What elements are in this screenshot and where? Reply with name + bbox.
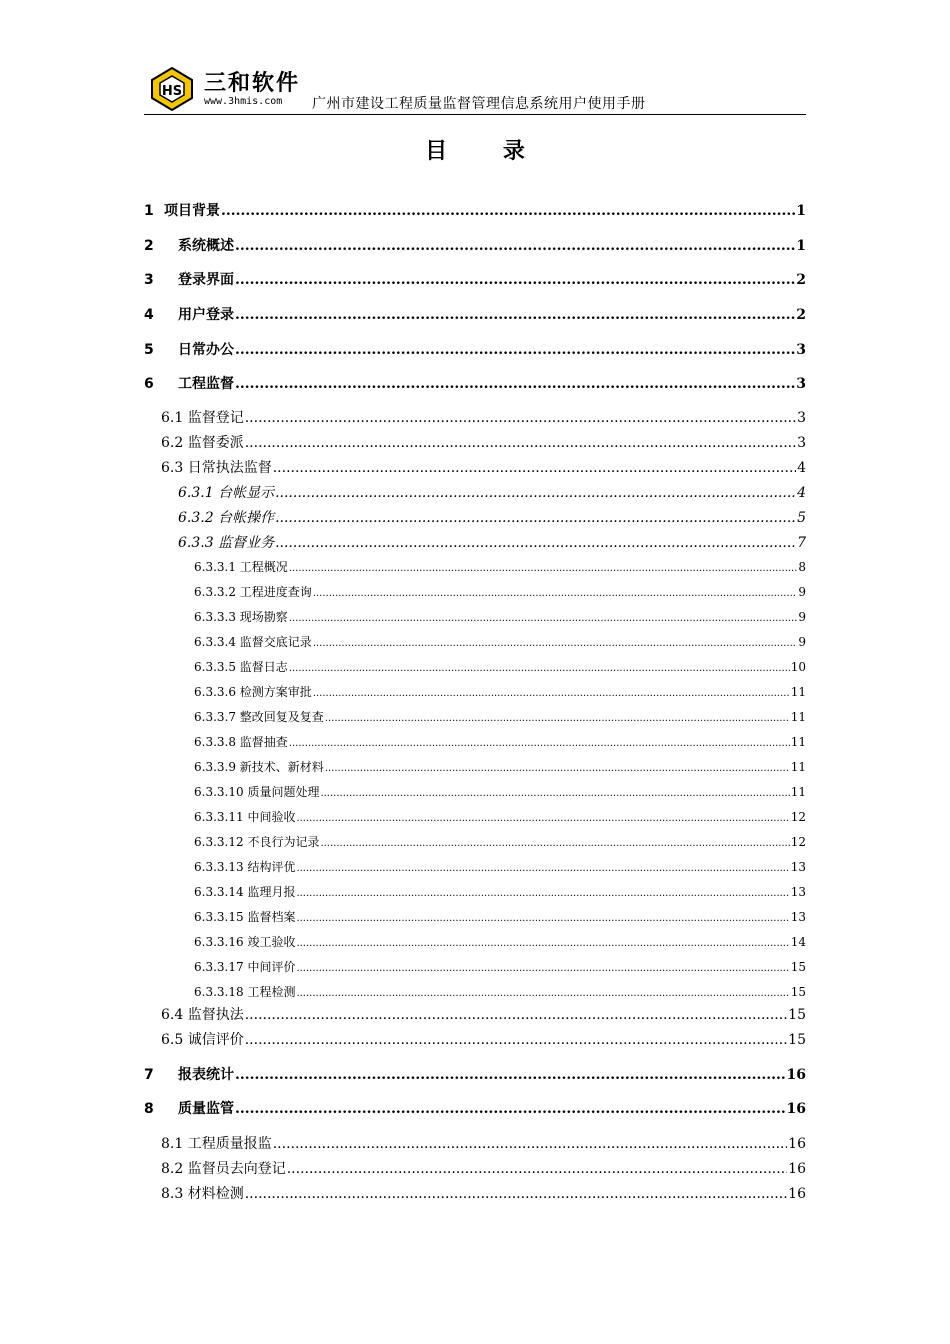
- toc-entry[interactable]: [178, 507, 806, 527]
- toc-page-number: 9: [798, 585, 806, 599]
- toc-entry-title: [194, 983, 295, 1000]
- toc-dot-leader: [245, 1032, 787, 1048]
- toc-dot-leader: [296, 963, 789, 974]
- toc-entry[interactable]: [194, 758, 806, 775]
- toc-entry-label: 现场勘察: [235, 610, 288, 624]
- toc-entry-label: 日常办公: [178, 342, 234, 358]
- toc-entry-title: [194, 558, 288, 575]
- toc-page-number: 16: [788, 1161, 806, 1177]
- toc-dot-leader: [320, 838, 789, 849]
- toc-page-number: 3: [796, 342, 806, 358]
- company-website: www.3hmis.com: [204, 96, 283, 107]
- toc-dot-leader: [275, 535, 796, 551]
- toc-entry-label: 监督登记: [183, 410, 244, 426]
- toc-entry-title: [194, 858, 295, 875]
- toc-entry-number: 6.2: [161, 435, 184, 451]
- toc-entry-label: 监督委派: [183, 435, 244, 451]
- toc-dot-leader: [289, 663, 790, 674]
- toc-page-number: 14: [790, 935, 806, 949]
- toc-entry-label: 质量问题处理: [243, 785, 320, 799]
- toc-entry-title: [178, 507, 274, 527]
- toc-dot-leader: [289, 613, 798, 624]
- toc-entry-label: 台帐操作: [213, 510, 275, 526]
- toc-entry-title: [161, 1004, 244, 1024]
- toc-entry[interactable]: [144, 373, 806, 393]
- toc-entry-title: [144, 1064, 234, 1084]
- toc-entry[interactable]: [194, 983, 806, 1000]
- toc-entry-number: 3: [144, 272, 154, 288]
- toc-entry[interactable]: [144, 339, 806, 359]
- toc-dot-leader: [235, 376, 795, 392]
- toc-heading: 目 录: [425, 139, 549, 164]
- toc-entry-label: 监督业务: [213, 535, 275, 551]
- toc-page-number: 3: [797, 410, 806, 426]
- toc-dot-leader: [296, 988, 789, 999]
- toc-page-number: 9: [798, 635, 806, 649]
- toc-dot-leader: [221, 203, 795, 219]
- toc-entry[interactable]: [194, 558, 806, 575]
- toc-entry-number: 6.3.3.6: [194, 685, 236, 699]
- toc-entry-label: 工程质量报监: [183, 1136, 272, 1152]
- toc-page-number: 10: [790, 660, 806, 674]
- toc-entry-title: [194, 633, 312, 650]
- toc-entry-number: 6.3.3: [178, 535, 214, 551]
- toc-dot-leader: [245, 435, 796, 451]
- toc-entry-number: 2: [144, 238, 154, 254]
- toc-entry-label: 监督员去向登记: [183, 1161, 286, 1177]
- toc-page-number: 16: [786, 1067, 806, 1083]
- toc-entry-label: 中间评价: [243, 960, 296, 974]
- toc-entry-title: [144, 269, 234, 289]
- toc-page-number: 15: [788, 1007, 806, 1023]
- toc-entry-number: 4: [144, 307, 154, 323]
- toc-entry-number: 6.3.3.8: [194, 735, 236, 749]
- toc-entry-label: 材料检测: [183, 1186, 244, 1202]
- toc-entry[interactable]: [144, 200, 806, 220]
- toc-dot-leader: [289, 563, 798, 574]
- toc-page-number: 4: [797, 460, 806, 476]
- toc-dot-leader: [245, 1186, 787, 1202]
- toc-dot-leader: [320, 788, 789, 799]
- toc-entry-title: [194, 758, 324, 775]
- toc-entry-title: [144, 235, 234, 255]
- toc-page-number: 11: [790, 710, 806, 724]
- toc-dot-leader: [313, 588, 798, 599]
- toc-entry-label: 监督执法: [183, 1007, 244, 1023]
- toc-entry-title: [161, 457, 272, 477]
- toc-entry-number: 8.1: [161, 1136, 184, 1152]
- toc-entry-label: 整改回复及复查: [235, 710, 324, 724]
- toc-entry-number: 6.3.3.14: [194, 885, 244, 899]
- toc-dot-leader: [245, 1007, 787, 1023]
- toc-page-number: 12: [790, 810, 806, 824]
- toc-dot-leader: [296, 938, 789, 949]
- toc-entry-title: [194, 808, 295, 825]
- toc-page-number: 1: [796, 238, 806, 254]
- toc-entry-title: [194, 833, 319, 850]
- toc-entry-label: 报表统计: [178, 1067, 234, 1083]
- toc-page-number: 1: [796, 203, 806, 219]
- toc-page-number: 11: [790, 760, 806, 774]
- toc-page-number: 16: [788, 1136, 806, 1152]
- toc-entry[interactable]: [194, 658, 806, 675]
- toc-page-number: 2: [796, 307, 806, 323]
- toc-entry[interactable]: [194, 883, 806, 900]
- toc-entry-number: 6.3.3.4: [194, 635, 236, 649]
- toc-entry-title: [144, 200, 220, 220]
- toc-entry-label: 台帐显示: [213, 485, 275, 501]
- toc-entry[interactable]: [178, 482, 806, 502]
- toc-entry-label: 结构评优: [243, 860, 296, 874]
- toc-entry[interactable]: [161, 1158, 806, 1178]
- toc-entry[interactable]: [194, 933, 806, 950]
- toc-entry-number: 1: [144, 203, 154, 219]
- toc-dot-leader: [235, 342, 795, 358]
- toc-dot-leader: [296, 863, 789, 874]
- toc-entry-title: [194, 683, 312, 700]
- toc-entry-number: 6.3.3.12: [194, 835, 244, 849]
- toc-dot-leader: [275, 510, 796, 526]
- toc-entry-label: 检测方案审批: [235, 685, 312, 699]
- toc-entry-number: 6.3.3.15: [194, 910, 244, 924]
- toc-entry-label: 监督抽查: [235, 735, 288, 749]
- toc-page-number: 12: [790, 835, 806, 849]
- toc-dot-leader: [313, 638, 798, 649]
- toc-entry[interactable]: [194, 583, 806, 600]
- toc-entry-label: 工程检测: [243, 985, 296, 999]
- toc-entry-label: 中间验收: [243, 810, 296, 824]
- toc-page-number: 11: [790, 735, 806, 749]
- toc-entry-number: 6.3.3.2: [194, 585, 236, 599]
- toc-entry-number: 6.3.3.18: [194, 985, 244, 999]
- toc-entry-title: [144, 304, 234, 324]
- toc-page-number: 11: [790, 785, 806, 799]
- toc-entry-title: [161, 432, 244, 452]
- toc-page-number: 16: [786, 1101, 806, 1117]
- toc-entry[interactable]: [194, 733, 806, 750]
- toc-entry-title: [161, 1029, 244, 1049]
- toc-dot-leader: [313, 688, 790, 699]
- toc-page-number: 11: [790, 685, 806, 699]
- toc-entry[interactable]: [194, 958, 806, 975]
- toc-entry[interactable]: [194, 833, 806, 850]
- toc-dot-leader: [235, 1067, 786, 1083]
- toc-entry[interactable]: [161, 1029, 806, 1049]
- toc-entry-label: 诚信评价: [183, 1032, 244, 1048]
- toc-entry-number: 6.3.3.16: [194, 935, 244, 949]
- toc-page-number: 5: [797, 510, 806, 526]
- toc-dot-leader: [325, 713, 790, 724]
- toc-entry-label: 工程监督: [178, 376, 234, 392]
- toc-entry-title: [144, 339, 234, 359]
- toc-entry[interactable]: [144, 1098, 806, 1118]
- toc-entry-label: 系统概述: [178, 238, 234, 254]
- toc-entry-label: 质量监管: [178, 1101, 234, 1117]
- toc-entry-title: [144, 1098, 234, 1118]
- toc-dot-leader: [289, 738, 790, 749]
- toc-dot-leader: [275, 485, 796, 501]
- toc-entry-label: 项目背景: [164, 203, 220, 219]
- toc-entry-number: 6.3.3.1: [194, 560, 236, 574]
- toc-page-number: 9: [798, 610, 806, 624]
- toc-entry-number: 6.4: [161, 1007, 184, 1023]
- toc-entry-number: 6.3.3.11: [194, 810, 244, 824]
- toc-entry-number: 6: [144, 376, 154, 392]
- toc-entry-label: 工程进度查询: [235, 585, 312, 599]
- toc-entry-number: 6.3.2: [178, 510, 214, 526]
- toc-entry-title: [144, 373, 234, 393]
- toc-entry-number: 6.3.1: [178, 485, 214, 501]
- toc-entry[interactable]: [161, 1133, 806, 1153]
- toc-entry-title: [194, 783, 319, 800]
- toc-entry-number: 6.3: [161, 460, 184, 476]
- toc-entry[interactable]: [144, 269, 806, 289]
- toc-dot-leader: [273, 460, 796, 476]
- toc-entry-number: 8: [144, 1101, 154, 1117]
- toc-entry-label: 监督交底记录: [235, 635, 312, 649]
- toc-page-number: 8: [798, 560, 806, 574]
- toc-dot-leader: [235, 1101, 786, 1117]
- toc-entry-title: [161, 407, 244, 427]
- toc-entry-label: 新技术、新材料: [235, 760, 324, 774]
- manual-title: 广州市建设工程质量监督管理信息系统用户使用手册: [312, 96, 646, 112]
- toc-entry[interactable]: [161, 1183, 806, 1203]
- toc-entry-number: 6.1: [161, 410, 184, 426]
- toc-entry-title: [178, 532, 274, 552]
- logo-lettering: HS: [161, 84, 183, 99]
- toc-entry-label: 竣工验收: [243, 935, 296, 949]
- toc-entry-title: [194, 958, 295, 975]
- toc-entry-title: [178, 482, 274, 502]
- toc-entry-number: 7: [144, 1067, 154, 1083]
- toc-entry-title: [194, 908, 295, 925]
- toc-entry[interactable]: [161, 432, 806, 452]
- toc-entry-title: [194, 883, 295, 900]
- toc-entry-number: 6.3.3.10: [194, 785, 244, 799]
- brand-name: 三和软件: [204, 71, 301, 96]
- toc-page-number: 13: [790, 910, 806, 924]
- toc-entry[interactable]: [144, 304, 806, 324]
- toc-page-number: 15: [790, 960, 806, 974]
- toc-page-number: 16: [788, 1186, 806, 1202]
- toc-entry[interactable]: [161, 407, 806, 427]
- toc-entry[interactable]: [194, 808, 806, 825]
- toc-entry-number: 6.3.3.5: [194, 660, 236, 674]
- toc-dot-leader: [296, 888, 789, 899]
- toc-dot-leader: [296, 813, 789, 824]
- toc-dot-leader: [287, 1161, 787, 1177]
- toc-entry-title: [194, 733, 288, 750]
- toc-entry-title: [194, 583, 312, 600]
- toc-entry-label: 监理月报: [243, 885, 296, 899]
- toc-entry-number: 6.3.3.7: [194, 710, 236, 724]
- toc-dot-leader: [325, 763, 790, 774]
- toc-entry-number: 6.5: [161, 1032, 184, 1048]
- toc-entry[interactable]: [161, 1004, 806, 1024]
- toc-entry-title: [194, 708, 324, 725]
- toc-entry-number: 8.3: [161, 1186, 184, 1202]
- toc-entry-label: 监督档案: [243, 910, 296, 924]
- toc-page-number: 15: [790, 985, 806, 999]
- toc-page-number: 3: [796, 376, 806, 392]
- toc-page-number: 13: [790, 860, 806, 874]
- toc-page-number: 3: [797, 435, 806, 451]
- toc-entry[interactable]: [144, 235, 806, 255]
- toc-dot-leader: [296, 913, 789, 924]
- toc-entry-title: [161, 1183, 244, 1203]
- toc-entry-title: [194, 658, 288, 675]
- toc-entry-number: 6.3.3.13: [194, 860, 244, 874]
- toc-entry-label: 登录界面: [178, 272, 234, 288]
- toc-entry-number: 6.3.3.9: [194, 760, 236, 774]
- toc-entry[interactable]: [194, 633, 806, 650]
- toc-dot-leader: [235, 272, 795, 288]
- toc-page-number: 4: [797, 485, 806, 501]
- toc-entry-number: 6.3.3.3: [194, 610, 236, 624]
- toc-entry[interactable]: [194, 608, 806, 625]
- toc-page-number: 2: [796, 272, 806, 288]
- toc-entry-title: [161, 1133, 272, 1153]
- toc-entry-number: 6.3.3.17: [194, 960, 244, 974]
- toc-entry[interactable]: [194, 708, 806, 725]
- toc-dot-leader: [235, 238, 795, 254]
- toc-entry[interactable]: [161, 457, 806, 477]
- toc-page-number: 13: [790, 885, 806, 899]
- toc-entry-label: 日常执法监督: [183, 460, 272, 476]
- toc-entry-title: [194, 608, 288, 625]
- toc-entry-label: 用户登录: [178, 307, 234, 323]
- toc-entry-label: 不良行为记录: [243, 835, 320, 849]
- toc-entry-number: 8.2: [161, 1161, 184, 1177]
- toc-entry-label: 监督日志: [235, 660, 288, 674]
- toc-entry[interactable]: [178, 532, 806, 552]
- toc-entry-title: [161, 1158, 286, 1178]
- toc-entry[interactable]: [194, 683, 806, 700]
- toc-page-number: 15: [788, 1032, 806, 1048]
- toc-dot-leader: [273, 1136, 787, 1152]
- toc-entry[interactable]: [144, 1064, 806, 1084]
- toc-entry[interactable]: [194, 783, 806, 800]
- toc-dot-leader: [245, 410, 796, 426]
- toc-entry-label: 工程概况: [235, 560, 288, 574]
- toc-entry-title: [194, 933, 295, 950]
- toc-entry-number: 5: [144, 342, 154, 358]
- toc-entry[interactable]: [194, 908, 806, 925]
- toc-dot-leader: [235, 307, 795, 323]
- toc-entry[interactable]: [194, 858, 806, 875]
- toc-page-number: 7: [797, 535, 806, 551]
